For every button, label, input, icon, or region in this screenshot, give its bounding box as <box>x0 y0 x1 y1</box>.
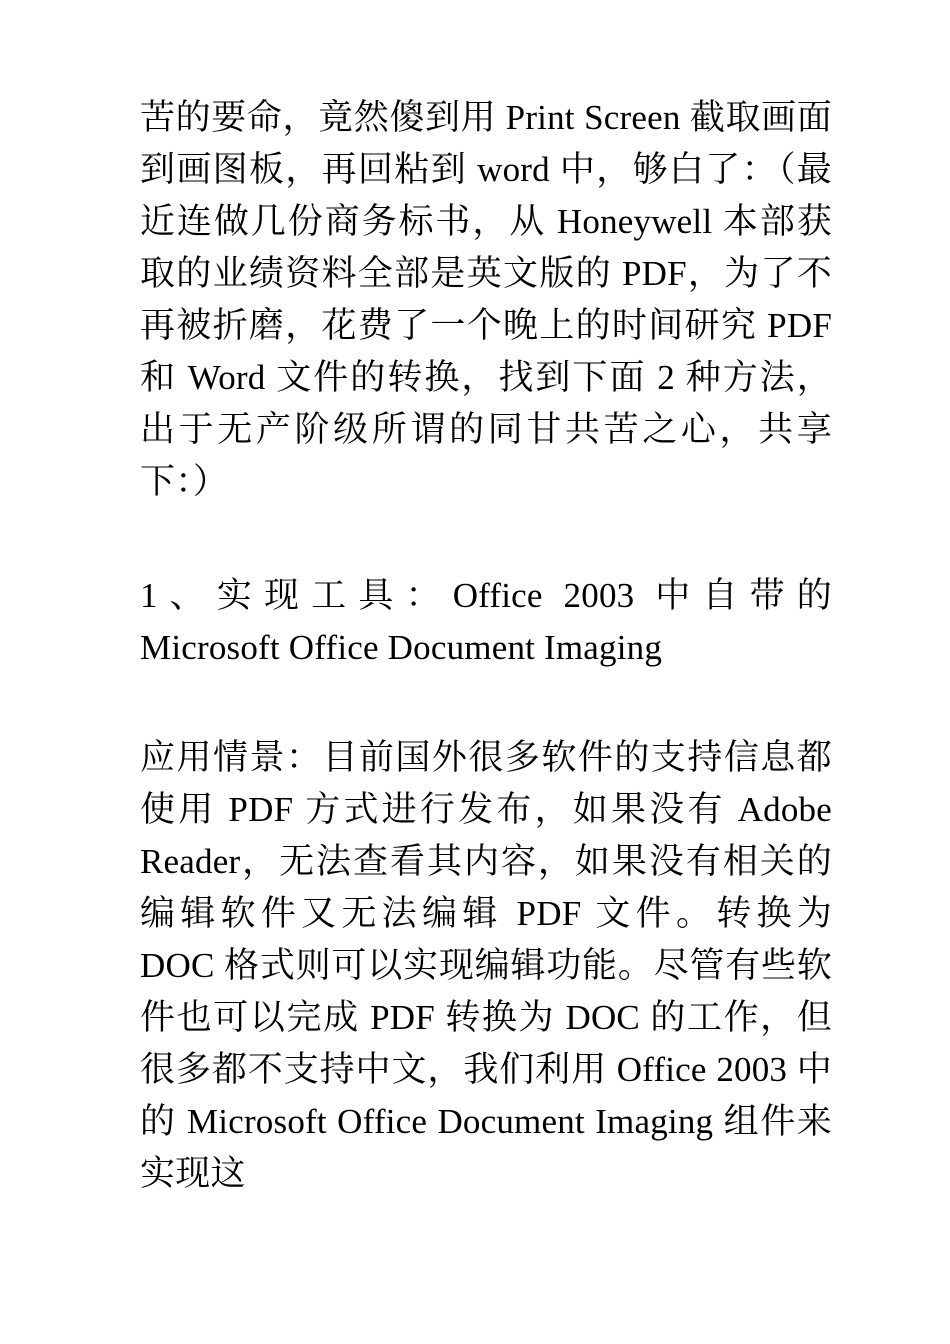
paragraph-tool-line: 1、实现工具：Office 2003 中自带的 Microsoft Office Document Imaging <box>140 576 832 667</box>
paragraph-spacer <box>140 674 832 732</box>
paragraph-scenario: 应用情景：目前国外很多软件的支持信息都使用 PDF 方式进行发布，如果没有 Adobe Reader，无法查看其内容，如果没有相关的编辑软件又无法编辑 PDF 文件。转换为 DOC 格式则可以实现编辑功能。尽管有些软件也可以完成 PDF 转换为 DOC 的工作，但很多都不支持中文，我们利用 Office 2003 中的 Microsoft Office Document Imaging 组件来实现这 <box>140 738 832 1193</box>
paragraph-intro: 苦的要命，竟然傻到用 Print Screen 截取画面到画图板，再回粘到 word 中，够白了：（最近连做几份商务标书，从 Honeywell 本部获取的业绩资料全部是英文版的 PDF，为了不再被折磨，花费了一个晚上的时间研究 PDF 和 Word 文件的转换，找到下面 2 种方法，出于无产阶级所谓的同甘共苦之心，共享下：） <box>140 98 832 501</box>
document-body <box>140 92 832 1200</box>
paragraph-spacer <box>140 508 832 570</box>
